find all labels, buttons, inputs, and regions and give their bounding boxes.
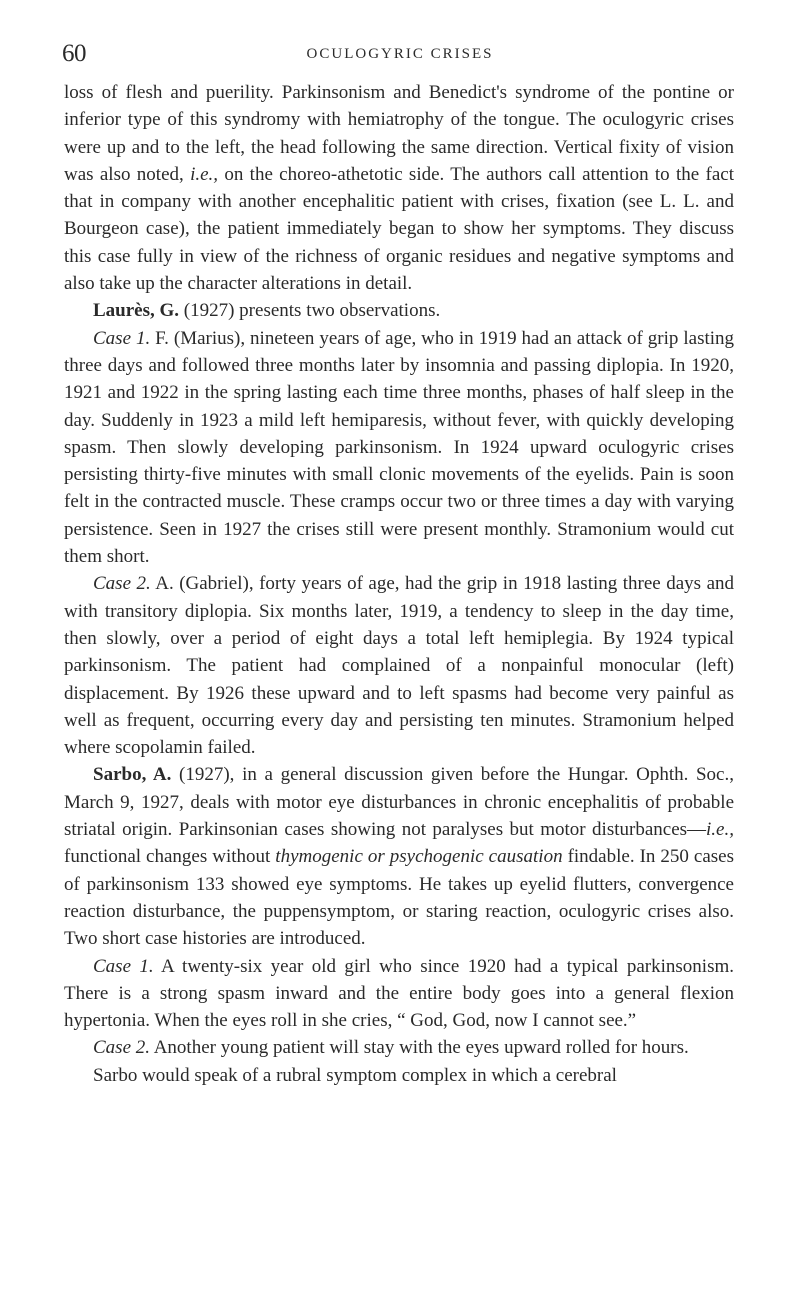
text-run: A twenty-six year old girl who since 1920 had a typical parkinsonism. There is a strong spasm inward and the entire body goes into a general flexion hypertonia. When the eyes roll in she cries, “ God, God, now I cannot see.” (64, 955, 734, 1032)
italic-text: i.e., (190, 163, 219, 185)
text-run: A. (Gabriel), forty years of age, had the grip in 1918 lasting three days and with transitory diplopia. Six months later, 1919, a tendency to sleep in the day time, then slowly, over a period of eight days a total left hemiplegia. By 1924 typical parkinsonism. The patient had complained of a nonpainful monocular (left) displacement. By 1926 these upward and to left spasms had become very painful as well as frequent, occurring every day and persisting ten minutes. Stramonium helped where scopolamin failed. (64, 573, 734, 759)
case-label: Case 1. (93, 955, 154, 977)
paragraph-sarbo-continued (64, 1062, 734, 1089)
text-run: Sarbo would speak of a rubral symptom complex in which a cerebral (93, 1064, 617, 1086)
paragraph-continued (64, 79, 734, 297)
author-name: Laurès, G. (93, 300, 180, 322)
text-run: functional changes without (64, 846, 276, 868)
paragraph-case (64, 325, 734, 571)
paragraph-case (64, 953, 734, 1035)
page-header (62, 40, 738, 70)
italic-text: i.e., (706, 819, 734, 841)
text-run: (1927), in a general discussion given before the Hungar. Ophth. Soc., March 9, 1927, deals with motor eye disturbances in chronic encephalitis of probable striatal origin. Parkinsonian cases showing not paralyses but motor disturbances— (64, 764, 734, 841)
paragraph-laures (64, 297, 734, 324)
text-run: (1927) presents two observations. (179, 300, 441, 322)
case-label: Case 1. (93, 327, 151, 349)
text-run: Another young patient will stay with the eyes upward rolled for hours. (150, 1037, 689, 1059)
text-run: on the choreo-athetotic side. The authors call attention to the fact that in company with another encephalitic patient with crises, fixation (see L. L. and Bourgeon case), the patient immediately began to show her symptoms. They discuss this case fully in view of the richness of organic residues and negative symptoms and also take up the character alterations in detail. (64, 163, 734, 295)
case-label: Case 2. (93, 573, 151, 595)
paragraph-sarbo (64, 761, 734, 952)
body-text (64, 79, 734, 1089)
text-run: loss of flesh and puerility. Parkinsonism and Benedict's syndrome of the pontine or inferior type of this syndromy with hemiatrophy of the tongue. The oculogyric crises were up and to the left, the head following the same direction. Vertical fixity of vision was also noted, (64, 82, 734, 185)
text-run: findable. In 250 cases of parkinsonism 133 showed eye symptoms. He takes up eyelid flutters, convergence reaction disturbance, the puppensymptom, or staring reaction, oculogyric crises also. Two short case histories are introduced. (64, 846, 735, 950)
case-label: Case 2. (93, 1037, 150, 1059)
author-name: Sarbo, A. (93, 764, 172, 786)
paragraph-case (64, 1034, 734, 1061)
paragraph-case (64, 570, 734, 761)
text-run: F. (Marius), nineteen years of age, who in 1919 had an attack of grip lasting three days and followed three months later by insomnia and passing diplopia. In 1920, 1921 and 1922 in the spring lasting each time three months, phases of half sleep in the day. Suddenly in 1923 a mild left hemiparesis, without fever, with quickly developing spasm. Then slowly developing parkinsonism. In 1924 upward oculogyric crises persisting thirty-five minutes with small clonic movements of the eyelids. Pain is soon felt in the contracted muscle. These cramps occur two or three times a day with varying persistence. Seen in 1927 the crises still were present monthly. Stramonium would cut them short. (64, 327, 735, 568)
running-title: OCULOGYRIC CRISES (306, 46, 494, 62)
page-number: 60 (62, 40, 86, 67)
italic-text: thymogenic or psychogenic causation (275, 846, 563, 868)
